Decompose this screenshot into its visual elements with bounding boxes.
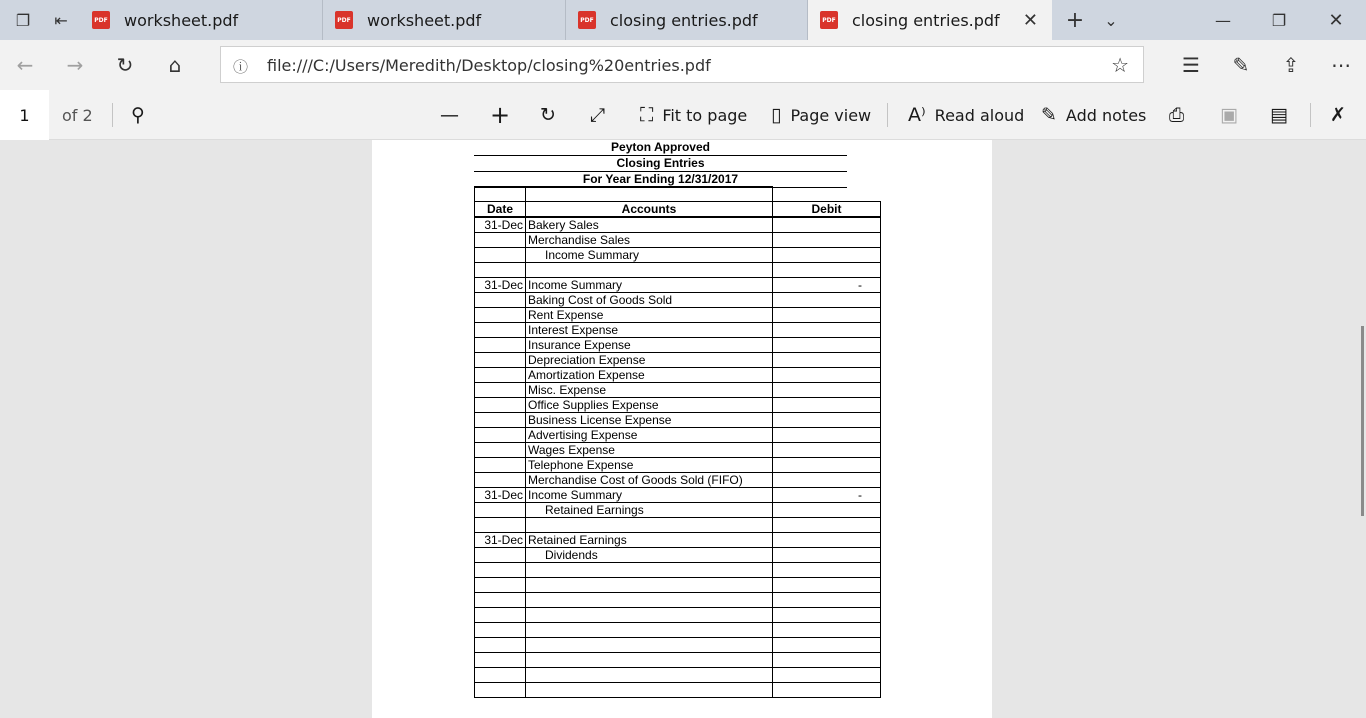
table-row: [475, 533, 881, 548]
save-as-icon[interactable]: ▤: [1270, 104, 1288, 126]
read-aloud-icon: A⁾: [908, 104, 926, 126]
debit-cell: [773, 323, 881, 338]
debit-cell: [773, 458, 881, 473]
pen-icon: ✎: [1041, 104, 1057, 126]
debit-cell: [773, 518, 881, 533]
tab-label: worksheet.pdf: [124, 10, 239, 30]
pdf-viewer: [0, 140, 1366, 718]
date-cell: [475, 383, 526, 398]
date-cell: [475, 353, 526, 368]
pdf-icon: PDF: [820, 11, 838, 29]
table-row: [475, 488, 881, 503]
date-cell: [475, 413, 526, 428]
tab-label: closing entries.pdf: [610, 10, 758, 30]
account-cell: Wages Expense: [526, 443, 773, 458]
date-cell: [475, 293, 526, 308]
account-cell: Depreciation Expense: [526, 353, 773, 368]
debit-cell: [773, 383, 881, 398]
date-cell: [475, 623, 526, 638]
table-row: [475, 428, 881, 443]
document-title: Closing Entries: [474, 156, 847, 172]
new-tab-icon[interactable]: +: [1065, 7, 1085, 33]
debit-cell: [773, 623, 881, 638]
table-row: [475, 263, 881, 278]
set-tabs-aside-icon[interactable]: ⇤: [54, 10, 68, 30]
divider: [887, 103, 888, 127]
account-cell: [526, 668, 773, 683]
debit-cell: [773, 443, 881, 458]
debit-cell: [773, 338, 881, 353]
account-cell: [526, 263, 773, 278]
date-cell: [475, 668, 526, 683]
date-cell: [475, 503, 526, 518]
debit-cell: [773, 563, 881, 578]
date-cell: 31-Dec: [475, 278, 526, 293]
debit-cell: -: [773, 488, 881, 503]
zoom-in-icon[interactable]: +: [490, 101, 511, 129]
tab-worksheet-2[interactable]: [323, 0, 566, 40]
favorite-star-icon[interactable]: ☆: [1111, 53, 1129, 77]
read-aloud-button[interactable]: [908, 90, 1024, 140]
table-row: [475, 638, 881, 653]
account-cell: Amortization Expense: [526, 368, 773, 383]
debit-cell: [773, 413, 881, 428]
table-cell: [526, 187, 773, 202]
account-cell: [526, 563, 773, 578]
date-cell: [475, 563, 526, 578]
tab-preview-chevron-icon[interactable]: ⌄: [1104, 10, 1118, 30]
date-cell: [475, 458, 526, 473]
fit-to-page-icon: ⛶: [640, 104, 654, 126]
account-cell: Bakery Sales: [526, 217, 773, 233]
table-row: [475, 668, 881, 683]
restore-icon[interactable]: ❐: [1271, 10, 1287, 30]
pdf-icon: PDF: [335, 11, 353, 29]
account-cell: Rent Expense: [526, 308, 773, 323]
date-cell: [475, 473, 526, 488]
tab-label: worksheet.pdf: [367, 10, 482, 30]
account-cell: [526, 683, 773, 698]
date-cell: [475, 593, 526, 608]
account-cell: Insurance Expense: [526, 338, 773, 353]
debit-cell: [773, 428, 881, 443]
date-cell: [475, 518, 526, 533]
debit-cell: [773, 578, 881, 593]
column-header-debit: Debit: [773, 202, 881, 218]
debit-cell: [773, 653, 881, 668]
table-row: [475, 248, 881, 263]
tab-bar: [0, 0, 1366, 40]
debit-cell: [773, 308, 881, 323]
pin-toolbar-icon[interactable]: ✗: [1330, 104, 1346, 126]
pdf-page: [372, 140, 992, 718]
date-cell: [475, 653, 526, 668]
table-row: [475, 683, 881, 698]
date-cell: 31-Dec: [475, 533, 526, 548]
account-cell: [526, 638, 773, 653]
table-row: [475, 217, 881, 233]
debit-cell: [773, 638, 881, 653]
date-cell: 31-Dec: [475, 488, 526, 503]
debit-cell: [773, 503, 881, 518]
table-row: [475, 608, 881, 623]
account-cell: Business License Expense: [526, 413, 773, 428]
debit-cell: [773, 668, 881, 683]
tab-label: closing entries.pdf: [852, 10, 1000, 30]
account-cell: Merchandise Cost of Goods Sold (FIFO): [526, 473, 773, 488]
tab-closing-entries-1[interactable]: [566, 0, 808, 40]
pdf-toolbar: [0, 90, 1366, 140]
account-cell: [526, 593, 773, 608]
table-row: [475, 353, 881, 368]
date-cell: [475, 263, 526, 278]
home-icon[interactable]: ⌂: [168, 53, 182, 77]
column-header-accounts: Accounts: [526, 202, 773, 218]
forward-icon[interactable]: →: [66, 53, 84, 77]
date-cell: [475, 548, 526, 563]
table-row: [475, 443, 881, 458]
pdf-icon: PDF: [578, 11, 596, 29]
date-cell: [475, 683, 526, 698]
debit-cell: [773, 398, 881, 413]
debit-cell: -: [773, 278, 881, 293]
zoom-out-icon[interactable]: —: [440, 104, 459, 126]
date-cell: [475, 323, 526, 338]
tab-worksheet-1[interactable]: [80, 0, 323, 40]
debit-cell: [773, 353, 881, 368]
rotate-icon[interactable]: ↻: [540, 104, 556, 126]
table-row: [475, 578, 881, 593]
close-tab-icon[interactable]: ✕: [1022, 10, 1038, 31]
debit-cell: [773, 248, 881, 263]
account-cell: Income Summary: [526, 248, 773, 263]
table-row: [475, 368, 881, 383]
table-cell: [773, 187, 881, 202]
divider: [1310, 103, 1311, 127]
account-cell: Merchandise Sales: [526, 233, 773, 248]
table-row: [475, 323, 881, 338]
minimize-icon[interactable]: —: [1215, 10, 1231, 30]
closing-entries-table: [474, 186, 881, 698]
account-cell: Income Summary: [526, 278, 773, 293]
table-cell: [475, 187, 526, 202]
table-row: [475, 187, 881, 202]
close-window-icon[interactable]: ✕: [1328, 9, 1344, 31]
address-bar: [0, 40, 1366, 90]
account-cell: Income Summary: [526, 488, 773, 503]
debit-cell: [773, 293, 881, 308]
date-cell: [475, 608, 526, 623]
read-aloud-label: Read aloud: [934, 105, 1025, 125]
date-cell: [475, 428, 526, 443]
table-row: [475, 623, 881, 638]
table-row: [475, 563, 881, 578]
account-cell: [526, 623, 773, 638]
debit-cell: [773, 233, 881, 248]
table-row: [475, 653, 881, 668]
scrollbar[interactable]: [1361, 326, 1364, 516]
debit-cell: [773, 593, 881, 608]
back-icon[interactable]: ←: [16, 53, 34, 77]
full-screen-icon[interactable]: ⤢: [590, 104, 606, 126]
table-row: [475, 458, 881, 473]
more-icon[interactable]: ⋯: [1331, 53, 1351, 77]
add-notes-button[interactable]: [1041, 90, 1146, 140]
table-row: [475, 398, 881, 413]
account-cell: Interest Expense: [526, 323, 773, 338]
debit-cell: [773, 217, 881, 233]
account-cell: [526, 608, 773, 623]
document-period: For Year Ending 12/31/2017: [474, 172, 847, 188]
tab-closing-entries-active[interactable]: [808, 0, 1052, 40]
url-field[interactable]: [220, 46, 1144, 83]
account-cell: [526, 653, 773, 668]
table-row: [475, 593, 881, 608]
account-cell: Retained Earnings: [526, 503, 773, 518]
divider: [112, 103, 113, 127]
company-name: Peyton Approved: [474, 140, 847, 156]
table-row: [475, 548, 881, 563]
url-text[interactable]: file:///C:/Users/Meredith/Desktop/closing%20entries.pdf: [267, 56, 711, 75]
account-cell: [526, 518, 773, 533]
account-cell: Baking Cost of Goods Sold: [526, 293, 773, 308]
debit-cell: [773, 368, 881, 383]
favorites-icon[interactable]: ☰: [1182, 53, 1200, 77]
fit-to-page-button[interactable]: [640, 90, 747, 140]
debit-cell: [773, 683, 881, 698]
table-row: [475, 338, 881, 353]
account-cell: Retained Earnings: [526, 533, 773, 548]
table-row: [475, 413, 881, 428]
table-row: [475, 503, 881, 518]
fit-to-page-label: Fit to page: [662, 105, 748, 125]
table-header-row: [475, 202, 881, 218]
info-icon[interactable]: ⓘ: [233, 58, 249, 76]
account-cell: Misc. Expense: [526, 383, 773, 398]
refresh-icon[interactable]: ↻: [116, 53, 134, 77]
account-cell: Advertising Expense: [526, 428, 773, 443]
print-icon[interactable]: ⎙: [1169, 104, 1185, 126]
save-icon[interactable]: ▣: [1220, 104, 1238, 126]
date-cell: [475, 638, 526, 653]
add-notes-label: Add notes: [1065, 105, 1147, 125]
search-icon[interactable]: ⚲: [131, 104, 145, 126]
date-cell: [475, 338, 526, 353]
table-row: [475, 473, 881, 488]
table-row: [475, 308, 881, 323]
date-cell: [475, 248, 526, 263]
account-cell: [526, 578, 773, 593]
column-header-date: Date: [475, 202, 526, 218]
debit-cell: [773, 473, 881, 488]
date-cell: [475, 398, 526, 413]
share-icon[interactable]: ⇪: [1282, 53, 1300, 77]
date-cell: [475, 443, 526, 458]
pdf-icon: PDF: [92, 11, 110, 29]
page-number-input[interactable]: 1: [0, 90, 49, 140]
debit-cell: [773, 548, 881, 563]
date-cell: [475, 308, 526, 323]
web-note-icon[interactable]: ✎: [1232, 53, 1250, 77]
total-pages: of 2: [62, 106, 93, 125]
table-row: [475, 233, 881, 248]
date-cell: [475, 233, 526, 248]
date-cell: 31-Dec: [475, 217, 526, 233]
date-cell: [475, 368, 526, 383]
account-cell: Office Supplies Expense: [526, 398, 773, 413]
debit-cell: [773, 263, 881, 278]
debit-cell: [773, 533, 881, 548]
page-view-button[interactable]: [771, 90, 871, 140]
table-row: [475, 293, 881, 308]
table-row: [475, 278, 881, 293]
table-row: [475, 383, 881, 398]
table-row: [475, 518, 881, 533]
account-cell: Telephone Expense: [526, 458, 773, 473]
page-view-icon: ▯: [771, 104, 782, 126]
page-view-label: Page view: [790, 105, 872, 125]
date-cell: [475, 578, 526, 593]
account-cell: Dividends: [526, 548, 773, 563]
debit-cell: [773, 608, 881, 623]
tab-overview-icon[interactable]: ❐: [15, 10, 31, 30]
